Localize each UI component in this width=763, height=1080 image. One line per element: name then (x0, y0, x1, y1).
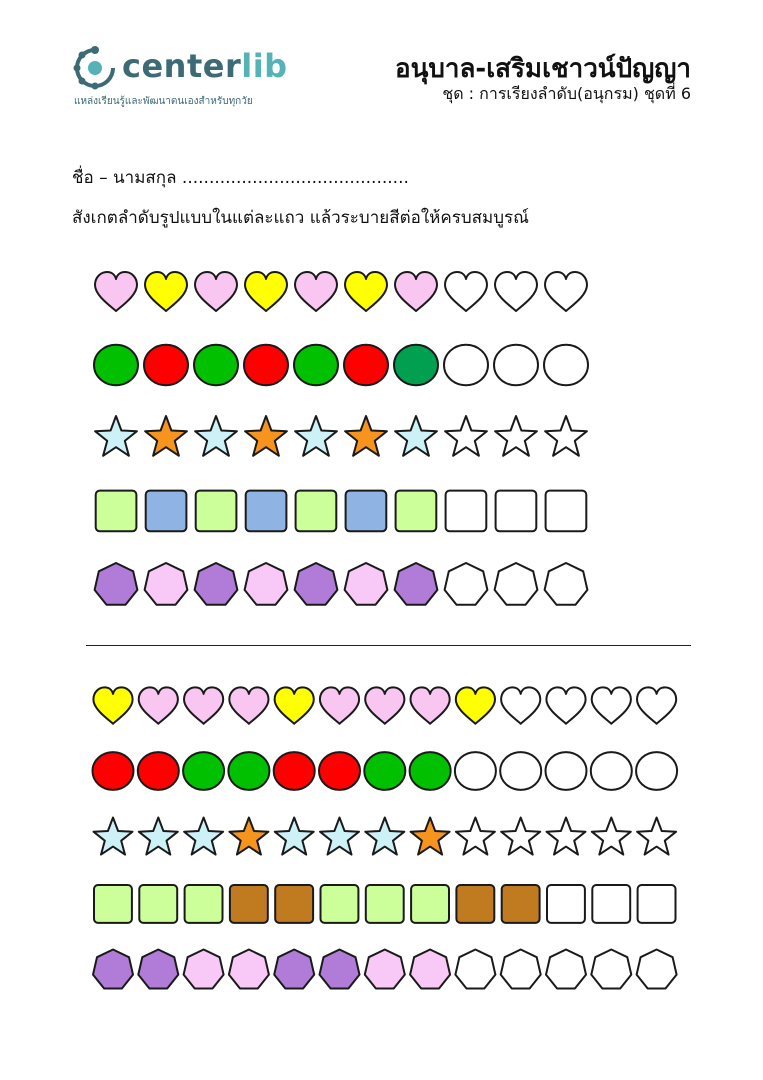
heptagon-shape (145, 563, 188, 605)
heptagon-shape[interactable] (455, 950, 495, 989)
circle-shape (394, 345, 438, 385)
star-shape (145, 416, 187, 456)
heart-shape[interactable] (545, 272, 587, 311)
circle-shape[interactable] (546, 752, 587, 790)
heart-shape (411, 687, 450, 723)
heptagon-shape (295, 563, 338, 605)
circle-shape (319, 752, 360, 790)
heptagon-shape (345, 563, 388, 605)
heptagon-shape (274, 950, 314, 989)
star-shape[interactable] (592, 818, 631, 855)
logo-name-part1: center (122, 47, 242, 85)
star-shape (411, 818, 450, 855)
logo-tagline: แหล่งเรียนรู้และพัฒนาตนเองสำหรับทุกวัย (74, 96, 253, 107)
pattern-row-heart (95, 272, 587, 311)
heptagon-shape (229, 950, 269, 989)
pattern-row-heart (93, 687, 676, 723)
heart-shape (275, 687, 314, 723)
square-shape (146, 491, 187, 532)
star-shape (345, 416, 387, 456)
heart-shape[interactable] (495, 272, 537, 311)
heart-shape[interactable] (546, 687, 585, 723)
star-shape (229, 818, 268, 855)
heptagon-shape (195, 563, 238, 605)
square-shape (296, 491, 337, 532)
heptagon-shape (93, 950, 133, 989)
heart-shape (365, 687, 404, 723)
heart-shape (320, 687, 359, 723)
star-shape (245, 416, 287, 456)
circle-shape (93, 752, 134, 790)
star-shape[interactable] (501, 818, 540, 855)
heptagon-shape (365, 950, 405, 989)
heart-shape (93, 687, 132, 723)
square-shape[interactable] (547, 885, 585, 923)
star-shape[interactable] (445, 416, 487, 456)
square-shape (411, 885, 449, 923)
square-shape (185, 885, 223, 923)
star-shape (195, 416, 237, 456)
circle-shape[interactable] (636, 752, 677, 790)
star-shape[interactable] (456, 818, 495, 855)
square-shape (456, 885, 494, 923)
circle-shape (194, 345, 238, 385)
square-shape[interactable] (638, 885, 676, 923)
page-title: อนุบาล-เสริมเชาวน์ปัญญา (395, 54, 691, 84)
heptagon-shape (245, 563, 288, 605)
circle-shape (244, 345, 288, 385)
pattern-row-square (96, 491, 587, 532)
circle-shape[interactable] (455, 752, 496, 790)
pattern-row-circle (93, 752, 678, 790)
square-shape[interactable] (546, 491, 587, 532)
star-shape (139, 818, 178, 855)
heptagon-shape (184, 950, 224, 989)
heart-shape (139, 687, 178, 723)
heart-shape (395, 272, 437, 311)
heart-shape (95, 272, 137, 311)
circle-shape (138, 752, 179, 790)
circle-shape (294, 345, 338, 385)
pattern-row-heptagon (93, 950, 677, 989)
circle-shape (344, 345, 388, 385)
heart-shape[interactable] (592, 687, 631, 723)
heptagon-shape (320, 950, 360, 989)
square-shape (139, 885, 177, 923)
star-shape (275, 818, 314, 855)
star-shape[interactable] (495, 416, 537, 456)
square-shape[interactable] (496, 491, 537, 532)
heptagon-shape (410, 950, 450, 989)
name-field-line[interactable]: ชื่อ – นามสกุล .......................................... (72, 168, 409, 188)
star-shape (184, 818, 223, 855)
square-shape (94, 885, 132, 923)
square-shape (366, 885, 404, 923)
logo-name-part2: lib (241, 47, 288, 85)
star-shape[interactable] (547, 818, 586, 855)
instruction-text: สังเกตลำดับรูปแบบในแต่ละแถว แล้วระบายสีต่อให้ครบสมบูรณ์ (72, 208, 529, 228)
pattern-row-star (95, 416, 587, 456)
star-shape (95, 416, 137, 456)
star-shape (295, 416, 337, 456)
square-shape (346, 491, 387, 532)
heart-shape[interactable] (637, 687, 676, 723)
section-divider (86, 645, 691, 646)
square-shape[interactable] (592, 885, 630, 923)
heptagon-shape[interactable] (591, 950, 631, 989)
heptagon-shape[interactable] (545, 563, 588, 605)
circle-shape[interactable] (494, 345, 538, 385)
heart-shape (345, 272, 387, 311)
square-shape (275, 885, 313, 923)
circle-shape[interactable] (544, 345, 588, 385)
square-shape (396, 491, 437, 532)
heptagon-shape[interactable] (445, 563, 488, 605)
heart-shape (195, 272, 237, 311)
square-shape (321, 885, 359, 923)
square-shape (230, 885, 268, 923)
heart-shape (184, 687, 223, 723)
heptagon-shape[interactable] (546, 950, 586, 989)
pattern-row-heptagon (95, 563, 588, 605)
heptagon-shape[interactable] (495, 563, 538, 605)
heptagon-shape[interactable] (501, 950, 541, 989)
circle-shape (274, 752, 315, 790)
heart-shape[interactable] (501, 687, 540, 723)
star-shape[interactable] (637, 818, 676, 855)
circle-shape (94, 345, 138, 385)
heart-shape (229, 687, 268, 723)
heptagon-shape (138, 950, 178, 989)
pattern-row-star (94, 818, 677, 855)
circle-shape[interactable] (500, 752, 541, 790)
heptagon-shape (95, 563, 138, 605)
square-shape (502, 885, 540, 923)
heart-shape (245, 272, 287, 311)
heart-shape (145, 272, 187, 311)
star-shape (365, 818, 404, 855)
pattern-row-square (94, 885, 676, 923)
page-subtitle: ชุด : การเรียงลำดับ(อนุกรม) ชุดที่ 6 (442, 84, 691, 103)
circle-shape (228, 752, 269, 790)
circle-shape (410, 752, 451, 790)
star-shape[interactable] (545, 416, 587, 456)
heptagon-shape[interactable] (637, 950, 677, 989)
star-shape (320, 818, 359, 855)
square-shape[interactable] (446, 491, 487, 532)
circle-shape (144, 345, 188, 385)
circle-shape (364, 752, 405, 790)
square-shape (96, 491, 137, 532)
heptagon-shape (395, 563, 438, 605)
circle-shape (183, 752, 224, 790)
circle-shape[interactable] (444, 345, 488, 385)
heart-shape (295, 272, 337, 311)
square-shape (196, 491, 237, 532)
star-shape (94, 818, 133, 855)
circle-shape[interactable] (591, 752, 632, 790)
heart-shape[interactable] (445, 272, 487, 311)
heart-shape (456, 687, 495, 723)
pattern-row-circle (94, 345, 588, 385)
square-shape (246, 491, 287, 532)
star-shape (395, 416, 437, 456)
